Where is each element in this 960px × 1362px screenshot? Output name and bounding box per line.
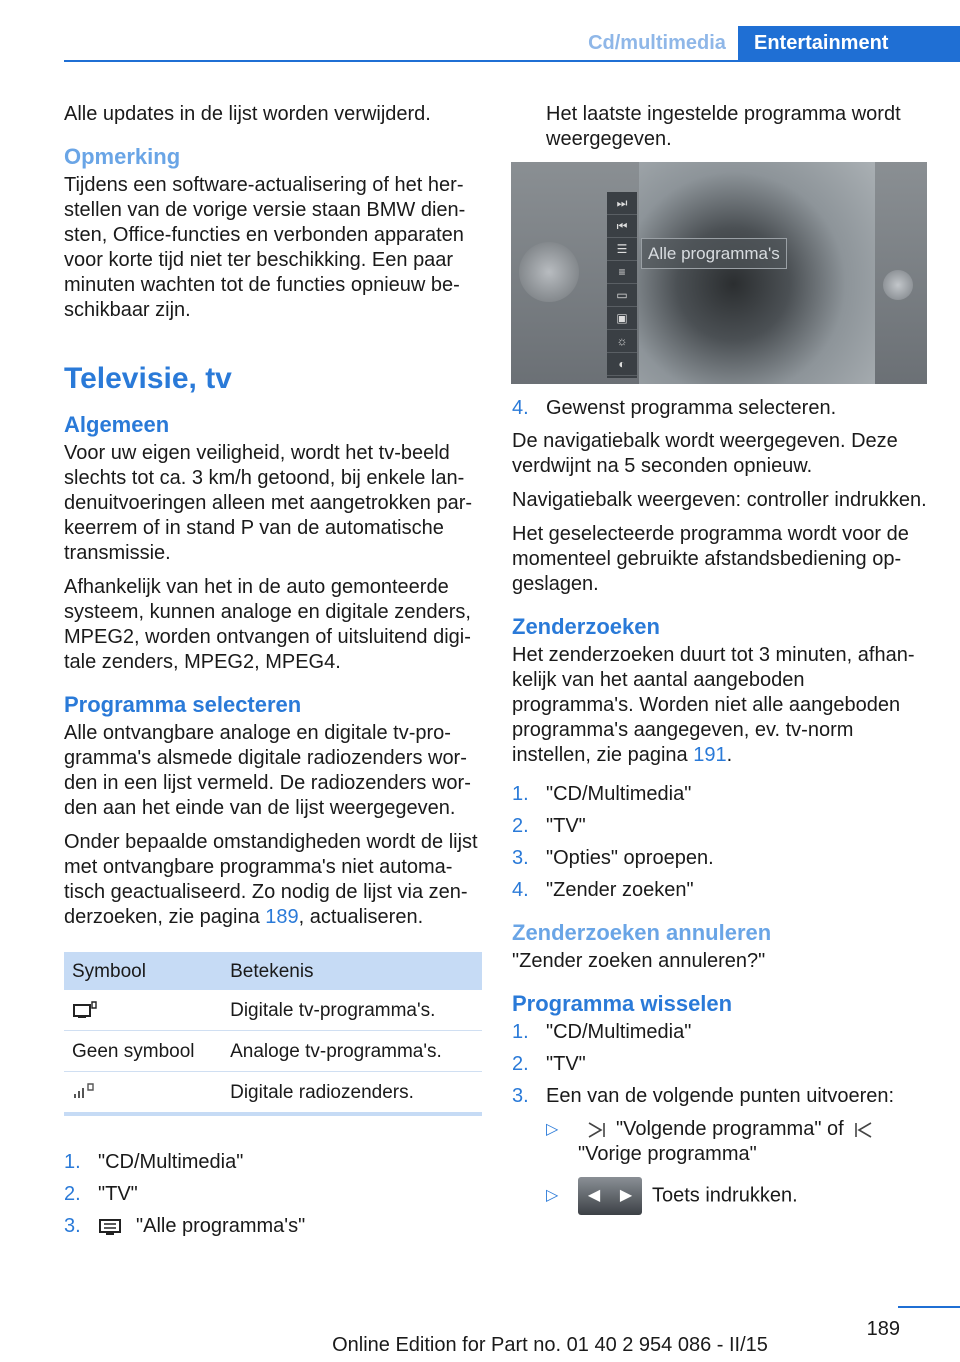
chapter-tab: Entertainment (738, 26, 960, 60)
symbol-table (64, 952, 482, 1116)
switch-steps (512, 1020, 930, 1109)
list-item: 1. "CD/Multimedia" (64, 1151, 244, 1173)
all-programs-icon (98, 1216, 128, 1238)
nav-text-1: De navigatiebalk wordt weergegeven. Deze verdwijnt na 5 seconden opnieuw. (512, 430, 898, 477)
general-text-1: Voor uw eigen veiligheid, wordt het tv-beeld slechts tot ca. 3 km/h getoond, bij enkele landenuitvoeringen alleen met aangetrokken parkeerrem of in stand P van de automatische transmissie. (64, 442, 473, 564)
note-heading: Opmerking (64, 144, 181, 169)
previous-program-icon (852, 1120, 874, 1140)
program-list-icon: ☰ (607, 238, 637, 261)
cancel-heading: Zenderzoeken annuleren (512, 920, 772, 945)
col-meaning: Betekenis (222, 952, 482, 990)
step-4 (512, 396, 930, 421)
list-item: 2. "TV" (512, 815, 586, 837)
brightness-icon: ☼ (607, 330, 637, 353)
list-item: 4. Gewenst programma selecteren. (512, 397, 837, 419)
select-text-1: Alle ontvangbare analoge en digitale tv-programma's alsmede digitale radiozenders worden in een lijst vermeld. De radiozenders worden aan het einde van de lijst weergegeven. (64, 722, 471, 819)
tv-title: Televisie, tv (64, 362, 232, 395)
sub-item-next-prev: ▷ "Volgende programma" of "Vorige programma" (546, 1117, 930, 1167)
table-row: Digitale tv-programma's. (64, 990, 482, 1031)
list-item: 2. "TV" (512, 1053, 586, 1075)
search-text: Het zenderzoeken duurt tot 3 minuten, afhankelijk van het aantal aangeboden programma's. Worden niet alle aangeboden programma's aangegeven, ev. tv-norm instellen, zie pagina 191. (512, 644, 915, 766)
list-icon: ≡ (607, 261, 637, 284)
col-symbol: Symbool (64, 952, 222, 990)
note-text: Tijdens een software-actualisering of het herstellen van de vorige versie staan BMW diensten, Office-functies en verbonden apparaten voor korte tijd niet ter beschikking. Een paar minuten wachten tot de functies opnieuw beschikbaar zijn. (64, 174, 466, 321)
screen-right-knob-icon (883, 270, 913, 300)
left-column (64, 102, 482, 1247)
search-steps (512, 782, 930, 903)
updates-text: Alle updates in de lijst worden verwijderd. (64, 103, 431, 125)
last-program-text: Het laatste ingestelde programma wordt weergegeven. (546, 103, 901, 150)
sub-item-keypad: ▷ ◀ ▶ Toets indrukken. (546, 1177, 930, 1215)
monitor-icon: ▣ (607, 307, 637, 330)
general-heading: Algemeen (64, 412, 170, 437)
bullet-icon: ▷ (546, 1187, 559, 1204)
arrow-keys-icon: ◀ ▶ (578, 1177, 642, 1215)
nav-text-2: Navigatiebalk weergeven: controller indrukken. (512, 489, 927, 511)
prev-icon: ⏮ (607, 215, 637, 238)
page-number: 189 (866, 1318, 900, 1340)
select-heading: Programma selecteren (64, 692, 302, 717)
cancel-text: "Zender zoeken annuleren?" (512, 950, 766, 972)
right-column (512, 102, 930, 1223)
tv-picture (639, 162, 875, 384)
tv-screen-image (511, 162, 927, 384)
screen-label: Alle programma's (641, 238, 787, 269)
edition-footer: Online Edition for Part no. 01 40 2 954 086 - II/15 (332, 1334, 768, 1356)
list-item: 1. "CD/Multimedia" (512, 783, 692, 805)
list-item: 3. "Opties" oproepen. (512, 847, 714, 869)
page-header (0, 26, 960, 62)
navigation-bar (607, 192, 637, 378)
controller-knob-icon (519, 242, 579, 302)
list-item: 3. Een van de volgende punten uitvoeren: (512, 1085, 895, 1107)
next-program-icon (586, 1120, 608, 1140)
list-item: 4. "Zender zoeken" (512, 879, 694, 901)
digital-tv-icon (72, 1000, 98, 1020)
tv-icon: ▭ (607, 284, 637, 307)
list-item: 3. "Alle programma's" (64, 1215, 306, 1237)
list-item: 1. "CD/Multimedia" (512, 1021, 692, 1043)
select-text-2: Onder bepaalde omstandigheden wordt de lijst met ontvangbare programma's niet automatisch geactualiseerd. Zo nodig de lijst via zenderzoeken, zie pagina 189, actualiseren. (64, 831, 478, 928)
footer-rule (898, 1306, 960, 1308)
page-link-191[interactable]: 191 (693, 744, 727, 766)
general-text-2: Afhankelijk van het in de auto gemonteerde systeem, kunnen analoge en digitale zenders, MPEG2, worden ontvangen of uitsluitend digitale zenders, MPEG2, MPEG4. (64, 576, 471, 673)
select-steps (64, 1150, 482, 1239)
next-icon: ⏭ (607, 192, 637, 215)
bullet-icon: ▷ (546, 1121, 559, 1138)
header-rule (64, 60, 960, 62)
nav-text-3: Het geselecteerde programma wordt voor de momenteel gebruikte afstandsbediening opgeslagen. (512, 523, 909, 595)
digital-radio-icon (72, 1082, 96, 1102)
search-heading: Zenderzoeken (512, 614, 660, 639)
switch-heading: Programma wisselen (512, 991, 733, 1016)
table-row: Digitale radiozenders. (64, 1072, 482, 1115)
table-row: Geen symbool Analoge tv-programma's. (64, 1031, 482, 1072)
contrast-icon: ◐ (607, 353, 637, 376)
section-tab: Cd/multimedia (588, 32, 726, 54)
list-item: 2. "TV" (64, 1183, 138, 1205)
page-link-189[interactable]: 189 (265, 906, 299, 928)
